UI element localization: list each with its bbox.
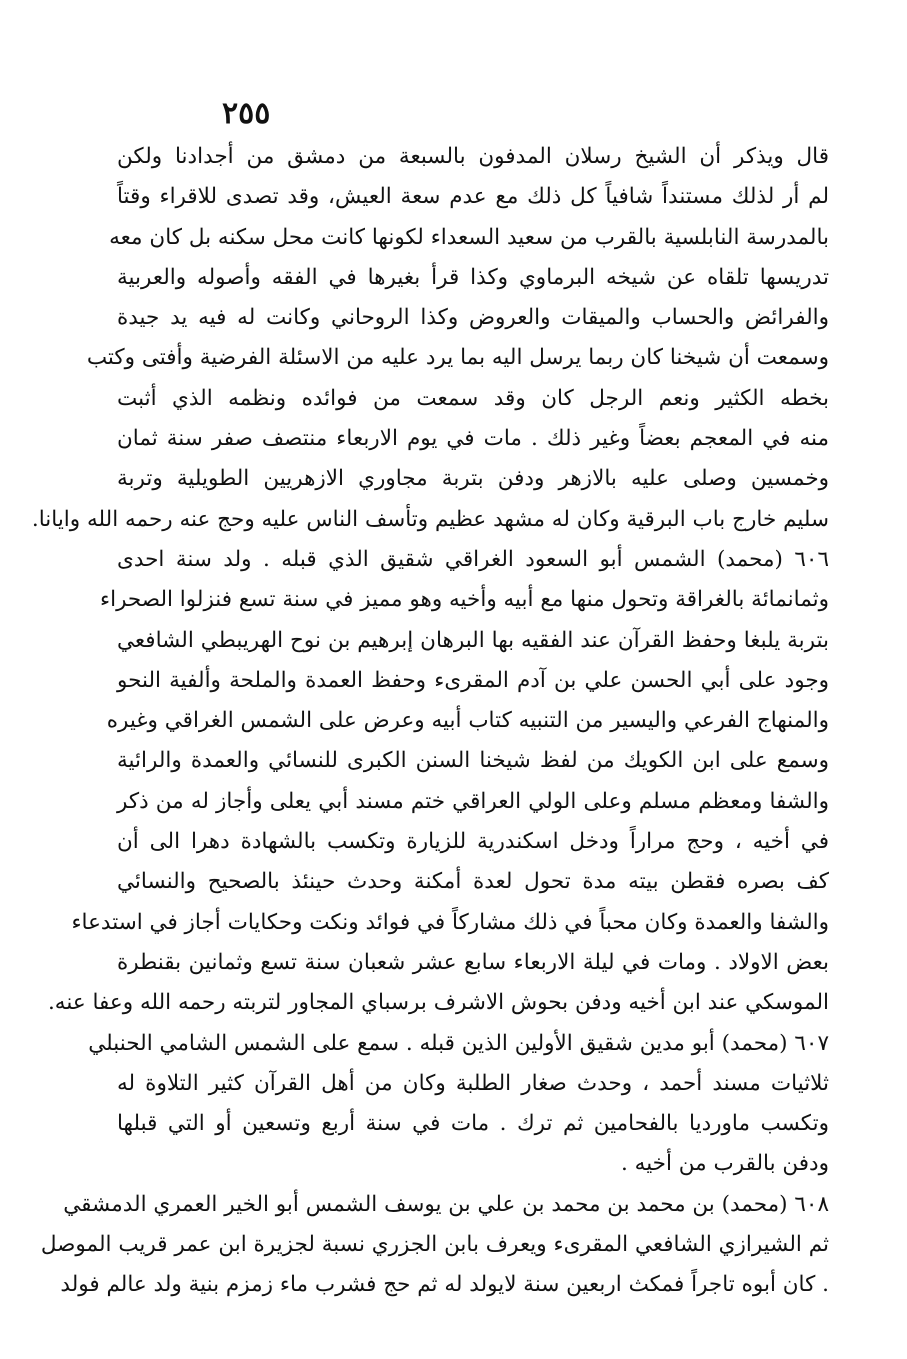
text-line: في أخيه ، وحج مراراً ودخل اسكندرية للزيارة وتكسب بالشهادة دهرا الى أن xyxy=(117,829,829,855)
text-line: الموسكي عند ابن أخيه ودفن بحوش الاشرف برسباي المجاور لتربته رحمه الله وعفا عنه. xyxy=(47,990,829,1016)
text-line: والشفا ومعظم مسلم وعلى الولي العراقي ختم مسند أبي يعلى وأجاز له من ذكر xyxy=(117,788,829,814)
text-line: وتكسب ماورديا بالفحامين ثم ترك . مات في سنة أربع وتسعين أو التي قبلها xyxy=(117,1111,829,1137)
text-line: ثلاثيات مسند أحمد ، وحدث صغار الطلبة وكان من أهل القرآن كثير التلاوة له xyxy=(117,1070,829,1096)
text-line: . كان أبوه تاجراً فمكث اربعين سنة لايولد له ثم حج فشرب ماء زمزم بنية ولد عالم فولد xyxy=(60,1272,829,1298)
text-line: بتربة يلبغا وحفظ القرآن عند الفقيه بها البرهان إبرهيم بن نوح الهريبطي الشافعي xyxy=(117,627,829,653)
text-line: ثم الشيرازي الشافعي المقرىء ويعرف بابن الجزري نسبة لجزيرة ابن عمر قريب الموصل xyxy=(40,1232,829,1258)
text-line: وثمانمائة بالغراقة وتحول منها مع أبيه وأخيه وهو مميز في سنة تسع فنزلوا الصحراء xyxy=(99,587,829,613)
body-text xyxy=(31,137,829,1306)
text-line: بالمدرسة النابلسية بالقرب من سعيد السعداء لكونها كانت محل سكنه بل كان معه xyxy=(109,224,829,250)
text-line: وجود على أبي الحسن علي بن آدم المقرىء وحفظ العمدة والملحة وألفية النحو xyxy=(117,667,829,693)
text-line: ودفن بالقرب من أخيه . xyxy=(621,1151,829,1177)
text-line: ٦٠٨ (محمد) بن محمد بن محمد بن علي بن يوسف الشمس أبو الخير العمري الدمشقي xyxy=(63,1191,829,1217)
text-line: سليم خارج باب البرقية وكان له مشهد عظيم وتأسف الناس عليه وحج عنه رحمه الله وايانا. xyxy=(31,506,829,532)
text-line: كف بصره فقطن بيته مدة تحول لعدة أمكنة وحدث حينئذ بالصحيح والنسائي xyxy=(117,869,829,895)
text-line: والشفا والعمدة وكان محباً في ذلك مشاركاً في فوائد ونكت وحكايات أجاز في استدعاء xyxy=(71,909,829,935)
text-line: وسمعت أن شيخنا كان ربما يرسل اليه بما يرد عليه من الاسئلة الفرضية وأفتى وكتب xyxy=(86,345,829,371)
text-line: بعض الاولاد . ومات في ليلة الاربعاء سابع عشر شعبان سنة تسع وثمانين بقنطرة xyxy=(117,949,829,975)
text-line: والمنهاج الفرعي واليسير من التنبيه كتاب أبيه وعرض على الشمس الغراقي وغيره xyxy=(106,708,829,734)
text-line: قال ويذكر أن الشيخ رسلان المدفون بالسبعة من دمشق من أجدادنا ولكن xyxy=(117,144,829,169)
text-line: ٦٠٧ (محمد) أبو مدين شقيق الأولين الذين قبله . سمع على الشمس الشامي الحنبلي xyxy=(88,1030,829,1056)
text-line: ٦٠٦ (محمد) الشمس أبو السعود الغراقي شقيق الذي قبله . ولد سنة احدى xyxy=(117,546,829,572)
text-line: تدريسها تلقاه عن شيخه البرماوي وكذا قرأ بغيرها في الفقه وأصوله والعربية xyxy=(117,264,829,290)
text-line: بخطه الكثير ونعم الرجل كان وقد سمعت من فوائده ونظمه الذي أثبت xyxy=(117,385,829,411)
text-line: وخمسين وصلى عليه بالازهر ودفن بتربة مجاوري الازهريين الطويلية وتربة xyxy=(117,466,829,492)
text-line: لم أر لذلك مستنداً شافياً كل ذلك مع عدم سعة العيش، وقد تصدى للاقراء وقتاً xyxy=(117,184,829,210)
text-line: والفرائض والحساب والميقات والعروض وكذا الروحاني وكانت له فيه يد جيدة xyxy=(117,305,829,331)
text-line: منه في المعجم بعضاً وغير ذلك . مات في يوم الاربعاء منتصف صفر سنة ثمان xyxy=(117,426,829,452)
page-number: ٢٥٥ xyxy=(222,96,271,131)
text-line: وسمع على ابن الكويك من لفظ شيخنا السنن الكبرى للنسائي والعمدة والرائية xyxy=(117,748,829,774)
